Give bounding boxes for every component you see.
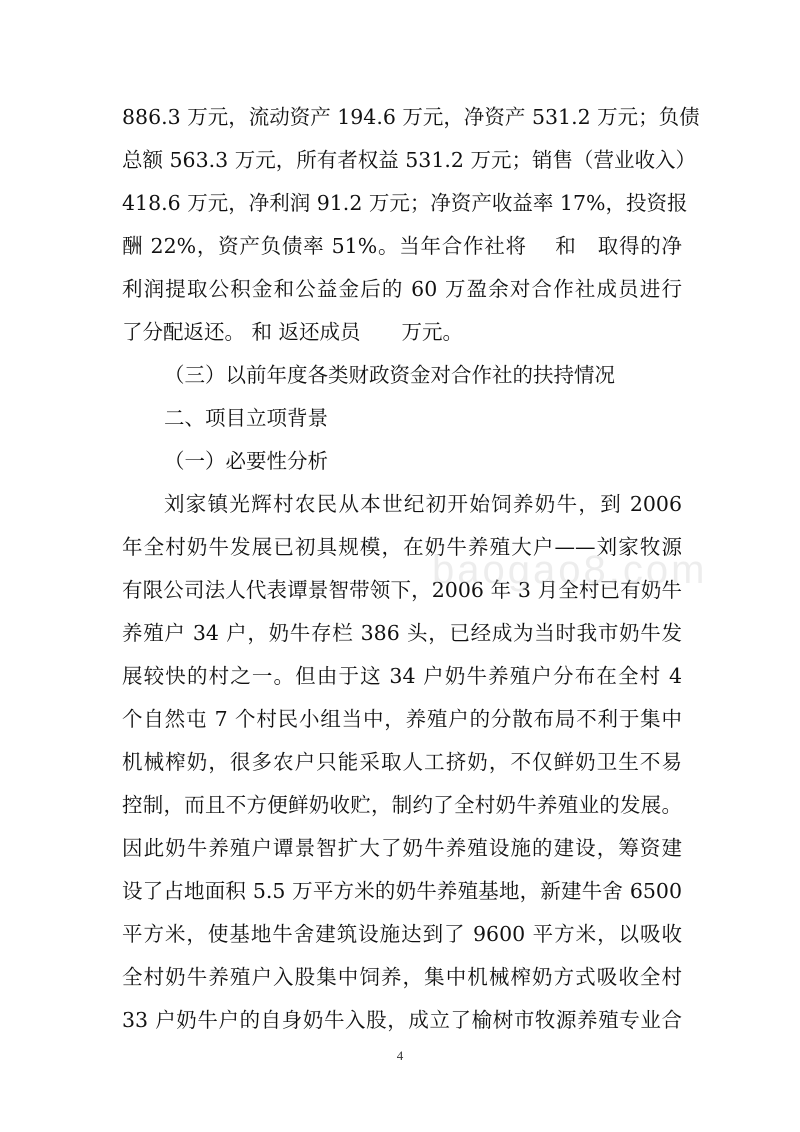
text-line: 控制，而且不方便鲜奶收贮，制约了全村奶牛养殖业的发展。 (122, 793, 682, 817)
text-line: 886.3 万元，流动资产 194.6 万元，净资产 531.2 万元；负债 (122, 105, 700, 129)
section-heading: 二、项目立项背景 (164, 406, 328, 430)
page-number: 4 (396, 1048, 404, 1063)
text-line: 个自然屯 7 个村民小组当中，养殖户的分散布局不利于集中 (122, 707, 682, 731)
text-line: 418.6 万元，净利润 91.2 万元；净资产收益率 17%，投资报 (122, 191, 688, 215)
text-line: 展较快的村之一。但由于这 34 户奶牛养殖户分布在全村 4 (122, 664, 682, 688)
text-line: 平方米，使基地牛舍建筑设施达到了 9600 平方米，以吸收 (122, 922, 682, 946)
text-line: 全村奶牛养殖户入股集中饲养，集中机械榨奶方式吸收全村 (122, 965, 682, 989)
text-line: 33 户奶牛户的自身奶牛入股，成立了榆树市牧源养殖专业合 (122, 1008, 682, 1032)
section-heading: （三）以前年度各类财政资金对合作社的扶持情况 (164, 363, 615, 387)
section-heading: （一）必要性分析 (164, 449, 328, 473)
text-line: 有限公司法人代表谭景智带领下，2006 年 3 月全村已有奶牛 (122, 578, 682, 602)
text-line: 设了占地面积 5.5 万平方米的奶牛养殖基地，新建牛舍 6500 (122, 879, 682, 903)
text-line: 总额 563.3 万元，所有者权益 531.2 万元；销售（营业收入） (122, 148, 696, 172)
text-line: 利润提取公积金和公益金后的 60 万盈余对合作社成员进行 (122, 277, 682, 301)
text-line: 因此奶牛养殖户谭景智扩大了奶牛养殖设施的建设，筹资建 (122, 836, 682, 860)
text-line: 了分配返还。 和 返还成员 万元。 (122, 320, 464, 344)
text-line: 年全村奶牛发展已初具规模，在奶牛养殖大户——刘家牧源 (122, 535, 682, 559)
text-line: 机械榨奶，很多农户只能采取人工挤奶，不仅鲜奶卫生不易 (122, 750, 682, 774)
watermark: baogao8.com (432, 548, 708, 592)
text-line: 酬 22%，资产负债率 51%。当年合作社将 和 取得的净 (122, 234, 682, 258)
text-line: 刘家镇光辉村农民从本世纪初开始饲养奶牛，到 2006 (164, 492, 682, 516)
text-line: 养殖户 34 户，奶牛存栏 386 头，已经成为当时我市奶牛发 (122, 621, 682, 645)
